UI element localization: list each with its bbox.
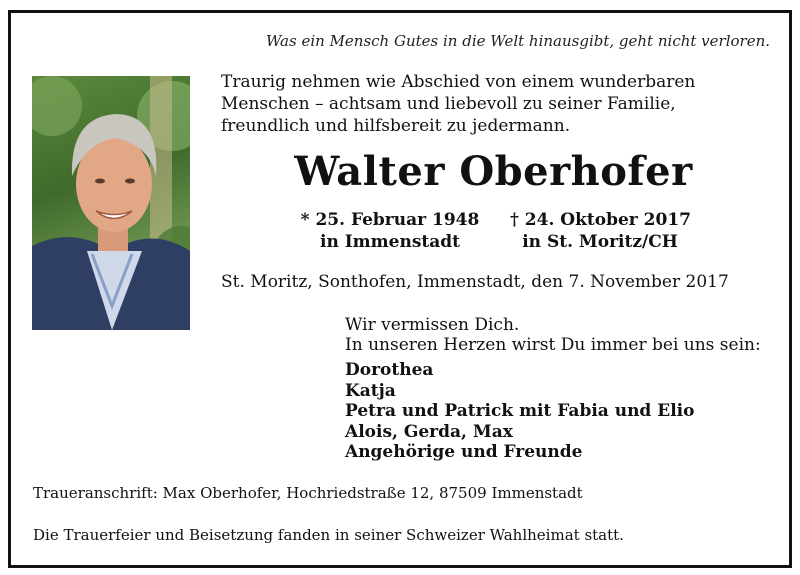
mourner-name: Dorothea (345, 360, 434, 380)
deceased-name: Walter Oberhofer (294, 148, 693, 195)
place-and-date: St. Moritz, Sonthofen, Immenstadt, den 7. November 2017 (221, 272, 729, 292)
closing-line: Wir vermissen Dich. (345, 315, 520, 335)
birth-date: * 25. Februar 1948 (300, 210, 480, 230)
mourner-name: Katja (345, 380, 396, 401)
portrait-photo (32, 76, 190, 330)
birth-place: in Immenstadt (319, 232, 461, 252)
closing-text (345, 315, 761, 355)
mourning-address: Traueranschrift: Max Oberhofer, Hochriedstraße 12, 87509 Immenstadt (33, 484, 583, 502)
death-date: † 24. Oktober 2017 (510, 210, 691, 230)
intro-line: freundlich und hilfsbereit zu jedermann. (221, 116, 571, 136)
intro-line: Menschen – achtsam und liebevoll zu seiner Familie, (221, 94, 676, 114)
birth-info (300, 209, 480, 253)
motto-quote: Was ein Mensch Gutes in die Welt hinausgibt, geht nicht verloren. (265, 32, 770, 50)
mourners-list (345, 360, 694, 463)
mourner-name: Alois, Gerda, Max (345, 421, 513, 442)
funeral-note: Die Trauerfeier und Beisetzung fanden in seiner Schweizer Wahlheimat statt. (33, 526, 624, 544)
mourner-name: Angehörige und Freunde (345, 442, 583, 462)
death-info (510, 209, 690, 253)
death-place: in St. Moritz/CH (522, 232, 678, 252)
intro-line: Traurig nehmen wie Abschied von einem wunderbaren (221, 72, 696, 92)
intro-text (221, 71, 761, 137)
closing-line: In unseren Herzen wirst Du immer bei uns sein: (345, 335, 761, 355)
mourner-name: Petra und Patrick mit Fabia und Elio (345, 401, 695, 421)
